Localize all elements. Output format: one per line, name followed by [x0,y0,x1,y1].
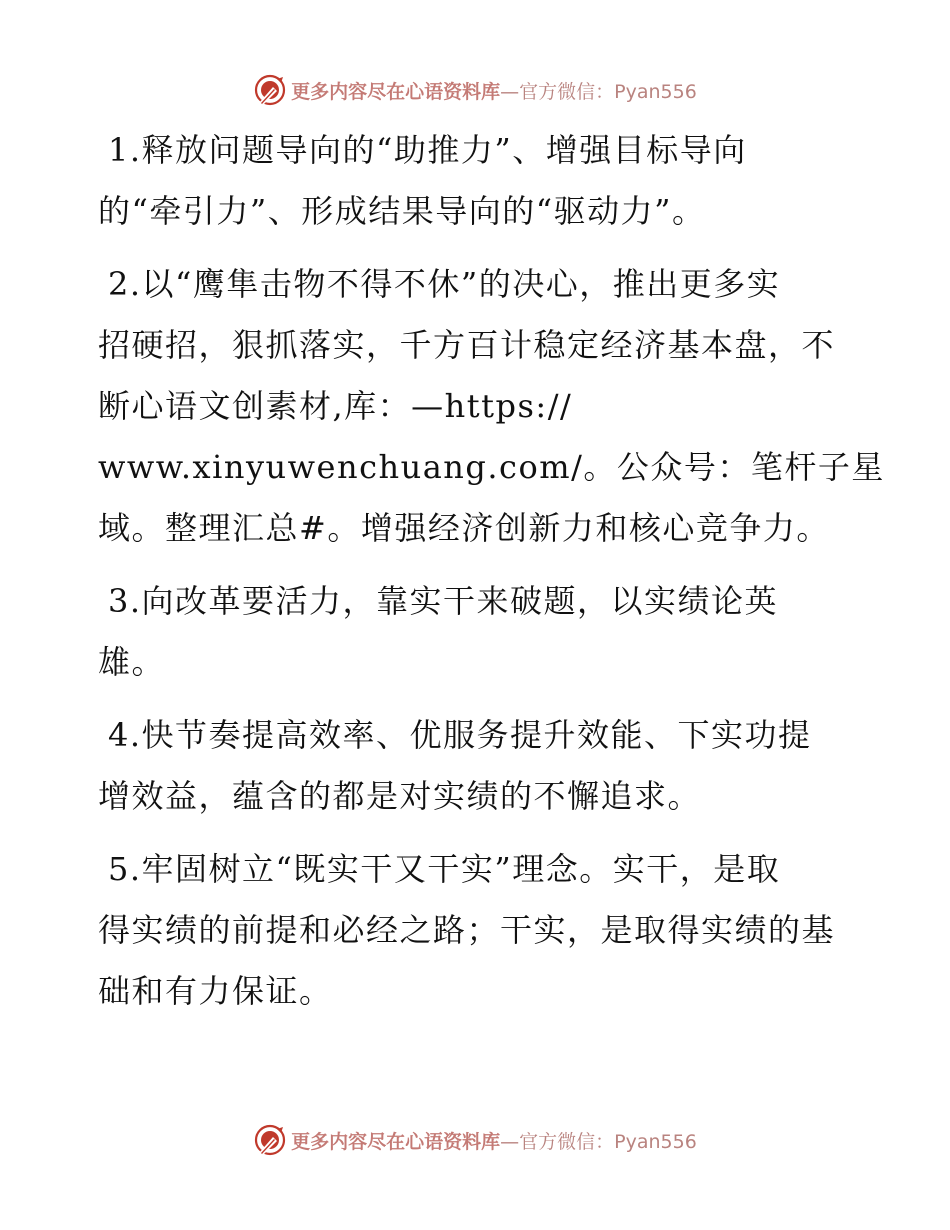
footer-banner [0,1120,950,1160]
paragraph-4 [98,705,858,827]
pen-logo-icon [253,1123,287,1157]
paragraph-2 [98,254,885,559]
footer-banner-plain: —官方微信：Pyan556 [500,1130,697,1153]
paragraph-line: www.xinyuwenchuang.com/。公众号：笔杆子星 [98,448,885,486]
footer-banner-text [291,1127,697,1154]
paragraph-line: 2.以“鹰隼击物不得不休”的决心，推出更多实 [108,265,781,303]
paragraph-1 [98,120,858,242]
paragraph-line: 增效益，蕴含的都是对实绩的不懈追求。 [98,777,702,815]
document-body [98,120,885,1034]
paragraph-line: 域。整理汇总#。增强经济创新力和核心竞争力。 [98,509,830,547]
paragraph-line: 断心语文创素材,库：—https:// [98,387,573,425]
paragraph-3 [98,571,858,693]
paragraph-line: 招硬招，狠抓落实，千方百计稳定经济基本盘，不 [98,326,836,364]
paragraph-line: 1.释放问题导向的“助推力”、增强目标导向 [108,131,747,169]
paragraph-line: 础和有力保证。 [98,972,333,1010]
paragraph-5 [98,839,858,1022]
footer-banner-bold: 更多内容尽在心语资料库 [291,1130,501,1153]
pen-logo-icon [253,73,287,107]
header-banner [0,70,950,110]
paragraph-line: 得实绩的前提和必经之路；干实，是取得实绩的基 [98,911,836,949]
paragraph-line: 5.牢固树立“既实干又干实”理念。实干，是取 [108,850,781,888]
header-banner-text [291,77,697,104]
paragraph-line: 4.快节奏提高效率、优服务提升效能、下实功提 [108,716,812,754]
paragraph-line: 的“牵引力”、形成结果导向的“驱动力”。 [98,192,706,230]
paragraph-line: 3.向改革要活力，靠实干来破题，以实绩论英 [108,582,779,620]
paragraph-line: 雄。 [98,643,166,681]
header-banner-plain: —官方微信：Pyan556 [500,80,697,103]
header-banner-inner [253,73,697,107]
header-banner-bold: 更多内容尽在心语资料库 [291,80,501,103]
footer-banner-inner [253,1123,697,1157]
